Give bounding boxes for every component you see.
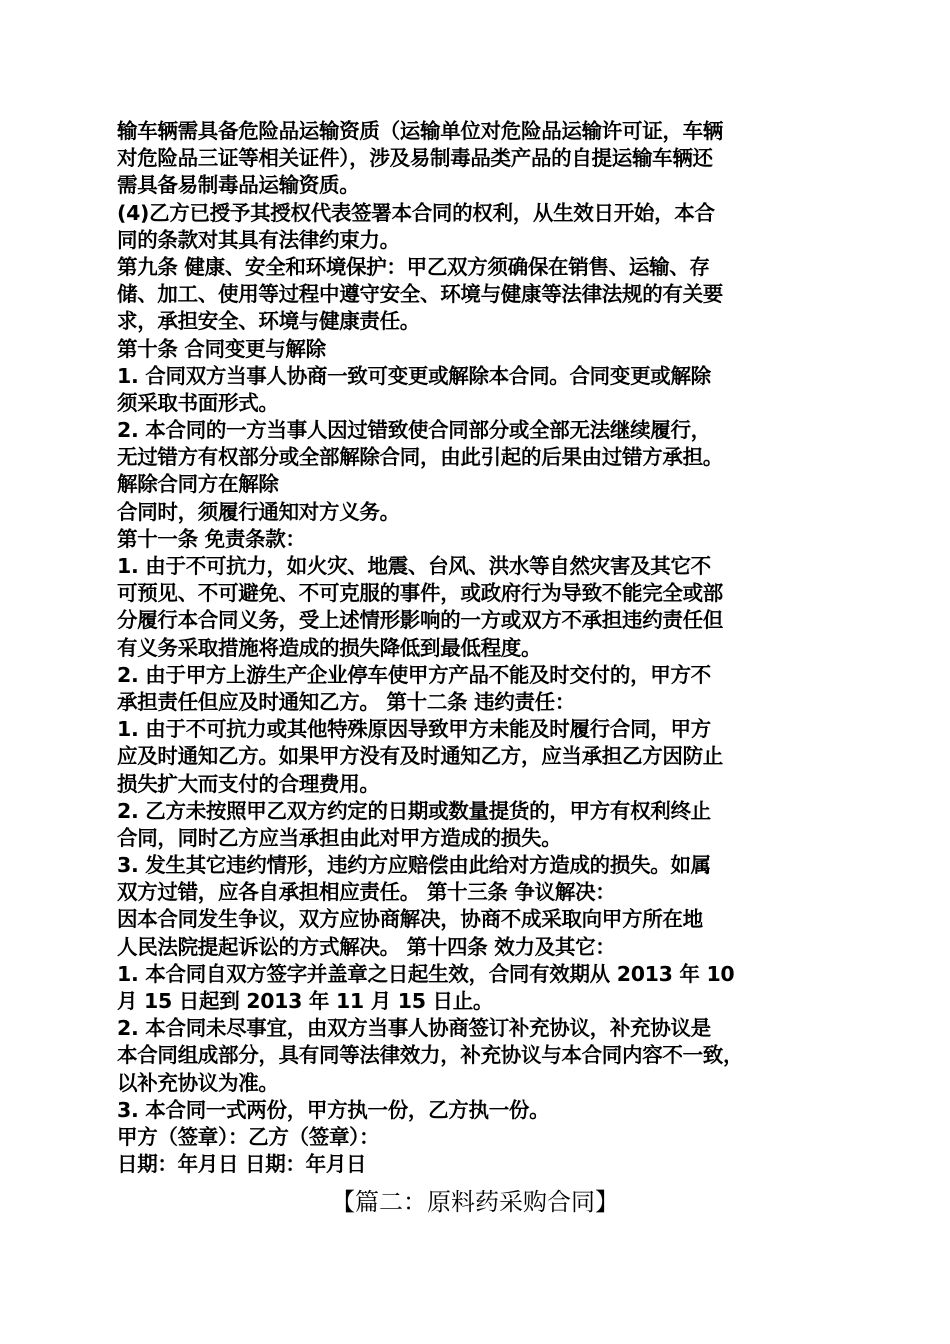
text-line: 合同，同时乙方应当承担由此对甲方造成的损失。 [117,825,562,850]
text-line: 3. 本合同一式两份，甲方执一份，乙方执一份。 [117,1097,550,1122]
text-line: 损失扩大而支付的合理费用。 [117,771,380,796]
text-line: 可预见、不可避免、不可克服的事件，或政府行为导致不能完全或部 [117,581,723,606]
text-line: 有义务采取措施将造成的损失降低到最低程度。 [117,635,542,660]
text-line: 需具备易制毒品运输资质。 [117,173,360,198]
text-line: 须采取书面形式。 [117,390,279,415]
text-line: 分履行本合同义务，受上述情形影响的一方或双方不承担违约责任但 [117,608,723,633]
text-line: 储、加工、使用等过程中遵守安全、环境与健康等法律法规的有关要 [117,282,723,307]
text-line: 1. 由于不可抗力，如火灾、地震、台风、洪水等自然灾害及其它不 [117,554,711,578]
text-line: 2. 由于甲方上游生产企业停车使甲方产品不能及时交付的，甲方不 [117,662,711,687]
text-line: 求，承担安全、环境与健康责任。 [117,309,420,334]
text-line: 承担责任但应及时通知乙方。 第十二条 违约责任： [117,689,576,714]
text-line: 1. 合同双方当事人协商一致可变更或解除本合同。合同变更或解除 [117,363,711,388]
text-line: 3. 发生其它违约情形，违约方应赔偿由此给对方造成的损失。如属 [117,853,711,878]
text-line: 因本合同发生争议，双方应协商解决，协商不成采取向甲方所在地 [117,907,703,932]
text-line: (4)乙方已授予其授权代表签署本合同的权利，从生效日开始，本合 [117,200,715,225]
text-line: 双方过错，应各自承担相应责任。 第十三条 争议解决： [117,880,616,905]
section-heading: 第十条 合同变更与解除 [117,336,326,361]
document-body [117,118,847,1178]
text-line: 1. 由于不可抗力或其他特殊原因导致甲方未能及时履行合同，甲方 [117,717,711,742]
text-line: 2. 本合同的一方当事人因过错致使合同部分或全部无法继续履行， [117,418,711,443]
text-line: 合同时，须履行通知对方义务。 [117,499,400,524]
section-title: 【篇二：原料药采购合同】 [331,1188,619,1216]
text-line: 对危险品三证等相关证件），涉及易制毒品类产品的自提运输车辆还 [117,146,713,171]
date-line: 日期：年月日 日期：年月日 [117,1152,367,1177]
text-line: 人民法院提起诉讼的方式解决。 第十四条 效力及其它： [117,934,616,959]
section-heading: 第十一条 免责条款： [117,526,306,551]
signature-line: 甲方（签章）：乙方（签章）： [117,1124,380,1149]
text-line: 2. 本合同未尽事宜，由双方当事人协商签订补充协议，补充协议是 [117,1016,711,1041]
text-line: 第九条 健康、安全和环境保护：甲乙双方须确保在销售、运输、存 [117,254,710,279]
text-line: 解除合同方在解除 [117,472,279,497]
text-line: 应及时通知乙方。如果甲方没有及时通知乙方，应当承担乙方因防止 [117,744,723,769]
text-line: 无过错方有权部分或全部解除合同，由此引起的后果由过错方承担。 [117,445,723,470]
text-line: 本合同组成部分，具有同等法律效力，补充协议与本合同内容不一致， [117,1043,744,1068]
text-line: 以补充协议为准。 [117,1070,279,1095]
text-line: 月 15 日起到 2013 年 11 月 15 日止。 [117,989,494,1013]
text-line: 1. 本合同自双方签字并盖章之日起生效，合同有效期从 2013 年 10 [117,961,735,986]
text-line: 2. 乙方未按照甲乙双方约定的日期或数量提货的，甲方有权利终止 [117,798,711,823]
text-line: 输车辆需具备危险品运输资质（运输单位对危险品运输许可证，车辆 [117,119,723,143]
text-line: 同的条款对其具有法律约束力。 [117,227,400,252]
